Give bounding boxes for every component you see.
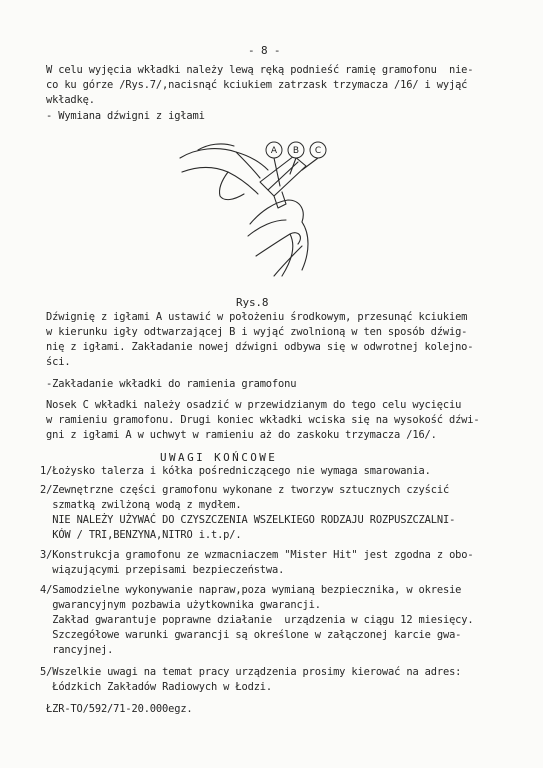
note-3-line-2: wiązującymi przepisami bezpieczeństwa. [40, 564, 285, 576]
para1-line-2: co ku górze /Rys.7/,nacisnąć kciukiem zatrzask trzymacza /16/ i wyjąć [46, 79, 468, 91]
figure-caption: Rys.8 [236, 296, 269, 309]
para3-line-1: Nosek C wkładki należy osadzić w przewidzianym do tego celu wycięciu [46, 399, 462, 411]
note-4-line-2: gwarancyjnym pozbawia użytkownika gwarancji. [40, 599, 321, 611]
para2-line-2: w kierunku igły odtwarzającej B i wyjąć zwolnioną w ten sposób dźwig- [46, 326, 468, 338]
figure-label-a: A [270, 146, 278, 156]
figure-label-c: C [314, 146, 322, 156]
para1-line-3: wkładkę. [46, 94, 95, 106]
final-notes-title: UWAGI KOŃCOWE [160, 451, 278, 464]
note-2-line-2: szmatką zwilżoną wodą z mydłem. [40, 499, 242, 511]
note-2-line-1: 2/Zewnętrzne części gramofonu wykonane z tworzyw sztucznych czyścić [40, 484, 450, 496]
figure-label-b: B [292, 146, 300, 156]
footer-print-code: ŁZR-TO/592/71-20.000egz. [46, 703, 193, 715]
para3-line-3: gni z igłami A w uchwyt w ramieniu aż do zaskoku trzymacza /16/. [46, 429, 437, 441]
figure-illustration [178, 136, 338, 286]
note-4-line-3: Zakład gwarantuje poprawne działanie urządzenia w ciągu 12 miesięcy. [40, 614, 474, 626]
note-4-line-4: Szczegółowe warunki gwarancji są określone w załączonej karcie gwa- [40, 629, 462, 641]
figure-cartridge-hands [178, 136, 338, 286]
para2-line-1: Dźwignię z igłami A ustawić w położeniu środkowym, przesunąć kciukiem [46, 311, 468, 323]
para3-line-2: w ramieniu gramofonu. Drugi koniec wkładki wciska się na wysokość dźwi- [46, 414, 480, 426]
note-1-line-1: 1/Łożysko talerza i kółka pośredniczącego nie wymaga smarowania. [40, 465, 431, 477]
page-number: - 8 - [248, 44, 281, 57]
note-5-line-1: 5/Wszelkie uwagi na temat pracy urządzenia prosimy kierować na adres: [40, 666, 462, 678]
para2-line-4: ści. [46, 356, 71, 368]
note-2-line-4: KÓW / TRI,BENZYNA,NITRO i.t.p/. [40, 529, 242, 541]
note-4-line-1: 4/Samodzielne wykonywanie napraw,poza wymianą bezpiecznika, w okresie [40, 584, 462, 596]
note-3-line-1: 3/Konstrukcja gramofonu ze wzmacniaczem "Mister Hit" jest zgodna z obo- [40, 549, 474, 561]
heading-lever-replacement: - Wymiana dźwigni z igłami [46, 110, 205, 122]
note-2-line-3: NIE NALEŻY UŻYWAĆ DO CZYSZCZENIA WSZELKIEGO RODZAJU ROZPUSZCZALNI- [40, 514, 456, 526]
note-5-line-2: Łódzkich Zakładów Radiowych w Łodzi. [40, 681, 273, 693]
para1-line-1: W celu wyjęcia wkładki należy lewą ręką podnieść ramię gramofonu nie- [46, 64, 474, 76]
heading-cartridge-mounting: -Zakładanie wkładki do ramienia gramofonu [46, 378, 297, 390]
note-4-line-5: rancyjnej. [40, 644, 114, 656]
para2-line-3: nię z igłami. Zakładanie nowej dźwigni odbywa się w odwrotnej kolejno- [46, 341, 474, 353]
